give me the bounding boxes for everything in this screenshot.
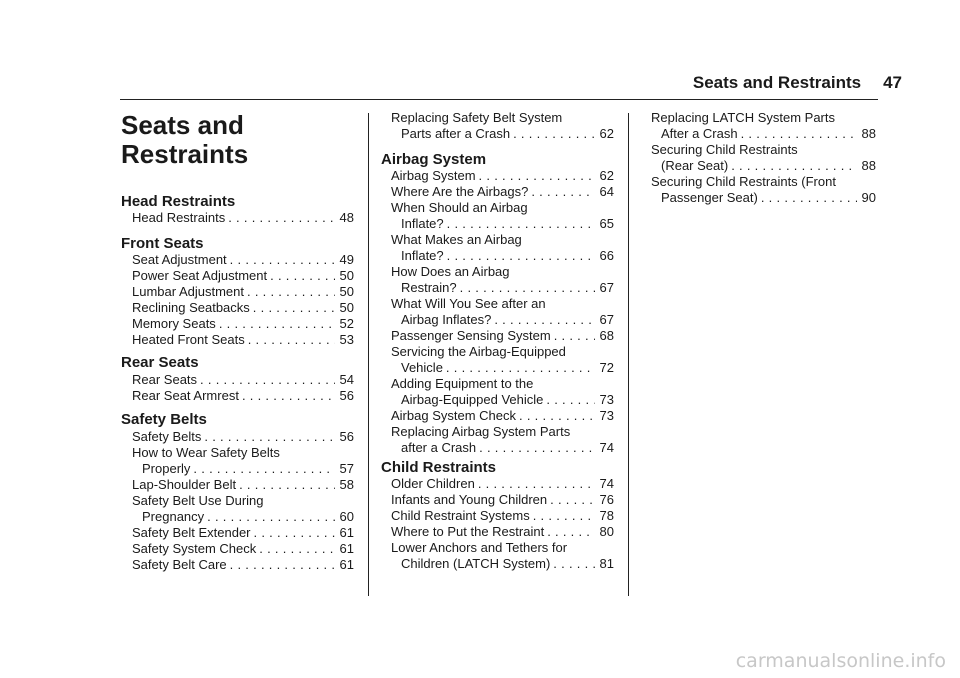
entry-page: 80 <box>599 524 614 539</box>
entry-page: 72 <box>599 360 614 375</box>
entry-page: 60 <box>339 509 354 524</box>
entry-text: Replacing LATCH System Parts <box>651 110 835 125</box>
entry-page: 61 <box>339 525 354 540</box>
toc-entry[interactable] <box>380 408 614 424</box>
entry-text: Child Restraint Systems <box>391 508 530 523</box>
entry-text-cont: Airbag Inflates? <box>401 312 492 327</box>
entry-text: Replacing Airbag System Parts <box>391 424 571 439</box>
toc-entry[interactable] <box>121 388 354 404</box>
toc-entry[interactable] <box>121 429 354 445</box>
header-rule <box>120 99 878 100</box>
entry-text: Servicing the Airbag-Equipped <box>391 344 566 359</box>
entry-text-cont: After a Crash <box>661 126 738 141</box>
toc-entry[interactable] <box>380 508 614 524</box>
entry-text-cont: Properly <box>142 461 191 476</box>
toc-entry[interactable] <box>121 268 354 284</box>
entry-page: 76 <box>599 492 614 507</box>
entry-text: What Will You See after an <box>391 296 546 311</box>
entry-text: Safety Belts <box>132 429 202 444</box>
entry-text: Adding Equipment to the <box>391 376 534 391</box>
section-heading-airbag-system: Airbag System <box>381 151 487 168</box>
toc-entry[interactable] <box>121 300 354 316</box>
entry-text: Seat Adjustment <box>132 252 227 267</box>
entry-text-cont: Children (LATCH System) <box>401 556 551 571</box>
toc-entry[interactable] <box>121 252 354 268</box>
entry-text: Head Restraints <box>132 210 226 225</box>
section-heading-rear-seats: Rear Seats <box>121 354 199 371</box>
header-section-title: Seats and Restraints <box>692 73 862 92</box>
entry-page: 49 <box>339 252 354 267</box>
toc-entry[interactable] <box>121 493 354 525</box>
toc-entry[interactable] <box>380 296 614 328</box>
entry-page: 67 <box>599 280 614 295</box>
toc-entry[interactable] <box>121 316 354 332</box>
entry-page: 81 <box>599 556 614 571</box>
toc-entry[interactable] <box>640 110 876 142</box>
entry-page: 88 <box>861 126 876 141</box>
entry-page: 48 <box>339 210 354 225</box>
entry-page: 74 <box>599 476 614 491</box>
chapter-title-line-2: Restraints <box>121 139 249 169</box>
entry-page: 61 <box>339 557 354 572</box>
chapter-title <box>121 111 248 169</box>
entry-page: 53 <box>339 332 354 347</box>
toc-entry[interactable] <box>380 344 614 376</box>
entry-page: 52 <box>339 316 354 331</box>
entry-text: Where Are the Airbags? <box>391 184 529 199</box>
toc-entry[interactable] <box>121 372 354 388</box>
toc-entry[interactable] <box>121 541 354 557</box>
entry-page: 61 <box>339 541 354 556</box>
toc-entry[interactable] <box>380 424 614 456</box>
entry-text: Lower Anchors and Tethers for <box>391 540 568 555</box>
entry-text: Rear Seats <box>132 372 198 387</box>
entry-page: 73 <box>599 392 614 407</box>
entry-page: 56 <box>339 388 354 403</box>
entry-text: Safety Belt Use During <box>132 493 264 508</box>
entry-page: 65 <box>599 216 614 231</box>
entry-page: 56 <box>339 429 354 444</box>
entry-text: Safety System Check <box>132 541 257 556</box>
entry-text: Rear Seat Armrest <box>132 388 239 403</box>
entry-page: 88 <box>861 158 876 173</box>
column-divider-2 <box>628 113 629 596</box>
entry-page: 62 <box>599 168 614 183</box>
entry-text: Where to Put the Restraint <box>391 524 545 539</box>
toc-entry[interactable] <box>121 210 354 226</box>
entry-text: Power Seat Adjustment <box>132 268 268 283</box>
entry-text: Lap-Shoulder Belt <box>132 477 237 492</box>
entry-text-cont: Pregnancy <box>142 509 205 524</box>
entry-page: 50 <box>339 284 354 299</box>
page-header <box>640 73 902 93</box>
toc-entry[interactable] <box>380 232 614 264</box>
entry-text-cont: Restrain? <box>401 280 457 295</box>
entry-page: 58 <box>339 477 354 492</box>
column-divider-1 <box>368 113 369 596</box>
entry-text-cont: Inflate? <box>401 248 444 263</box>
entry-page: 50 <box>339 268 354 283</box>
entry-page: 68 <box>599 328 614 343</box>
entry-text: How to Wear Safety Belts <box>132 445 280 460</box>
entry-page: 67 <box>599 312 614 327</box>
entry-page: 50 <box>339 300 354 315</box>
entry-page: 90 <box>861 190 876 205</box>
entry-page: 64 <box>599 184 614 199</box>
entry-page: 66 <box>599 248 614 263</box>
entry-text: Replacing Safety Belt System <box>391 110 563 125</box>
toc-entry[interactable] <box>380 264 614 296</box>
toc-entry[interactable] <box>121 525 354 541</box>
section-heading-front-seats: Front Seats <box>121 235 204 252</box>
entry-text-cont: Passenger Seat) <box>661 190 758 205</box>
entry-text-cont: Vehicle <box>401 360 443 375</box>
entry-page: 57 <box>339 461 354 476</box>
toc-entry[interactable] <box>380 492 614 508</box>
section-heading-head-restraints: Head Restraints <box>121 193 236 210</box>
toc-entry[interactable] <box>380 524 614 540</box>
toc-entry[interactable] <box>380 540 614 572</box>
entry-text: How Does an Airbag <box>391 264 510 279</box>
toc-entry[interactable] <box>121 557 354 573</box>
toc-entry[interactable] <box>380 200 614 232</box>
toc-entry[interactable] <box>121 477 354 493</box>
entry-text-cont: after a Crash <box>401 440 477 455</box>
header-page-number: 47 <box>883 73 902 92</box>
entry-text: When Should an Airbag <box>391 200 528 215</box>
toc-entry[interactable] <box>121 284 354 300</box>
entry-page: 73 <box>599 408 614 423</box>
entry-text: Safety Belt Extender <box>132 525 251 540</box>
toc-entry[interactable] <box>380 376 614 408</box>
entry-text-cont: Inflate? <box>401 216 444 231</box>
entry-text: Heated Front Seats <box>132 332 245 347</box>
toc-entry[interactable] <box>121 445 354 477</box>
watermark: carmanualsonline.info <box>735 650 946 672</box>
entry-text: Memory Seats <box>132 316 216 331</box>
entry-text: Safety Belt Care <box>132 557 227 572</box>
entry-text: Passenger Sensing System <box>391 328 551 343</box>
entry-text: Older Children <box>391 476 475 491</box>
entry-text: Airbag System Check <box>391 408 516 423</box>
section-heading-child-restraints: Child Restraints <box>381 459 497 476</box>
entry-page: 74 <box>599 440 614 455</box>
chapter-title-line-1: Seats and <box>121 110 244 140</box>
toc-entry[interactable] <box>380 476 614 492</box>
entry-text-cont: (Rear Seat) <box>661 158 729 173</box>
entry-text: Securing Child Restraints (Front <box>651 174 836 189</box>
entry-page: 78 <box>599 508 614 523</box>
toc-entry[interactable] <box>640 174 876 206</box>
toc-entry[interactable] <box>380 110 614 142</box>
entry-page: 54 <box>339 372 354 387</box>
entry-text: Lumbar Adjustment <box>132 284 245 299</box>
entry-text: Securing Child Restraints <box>651 142 798 157</box>
toc-entry[interactable] <box>380 328 614 344</box>
entry-page: 62 <box>599 126 614 141</box>
entry-text: Reclining Seatbacks <box>132 300 250 315</box>
entry-text-cont: Parts after a Crash <box>401 126 511 141</box>
entry-text-cont: Airbag-Equipped Vehicle <box>401 392 544 407</box>
entry-text: Airbag System <box>391 168 476 183</box>
entry-text: Infants and Young Children <box>391 492 548 507</box>
section-heading-safety-belts: Safety Belts <box>121 411 207 428</box>
toc-entry[interactable] <box>380 184 614 200</box>
toc-entry[interactable] <box>380 168 614 184</box>
entry-text: What Makes an Airbag <box>391 232 522 247</box>
toc-entry[interactable] <box>640 142 876 174</box>
toc-entry[interactable] <box>121 332 354 348</box>
